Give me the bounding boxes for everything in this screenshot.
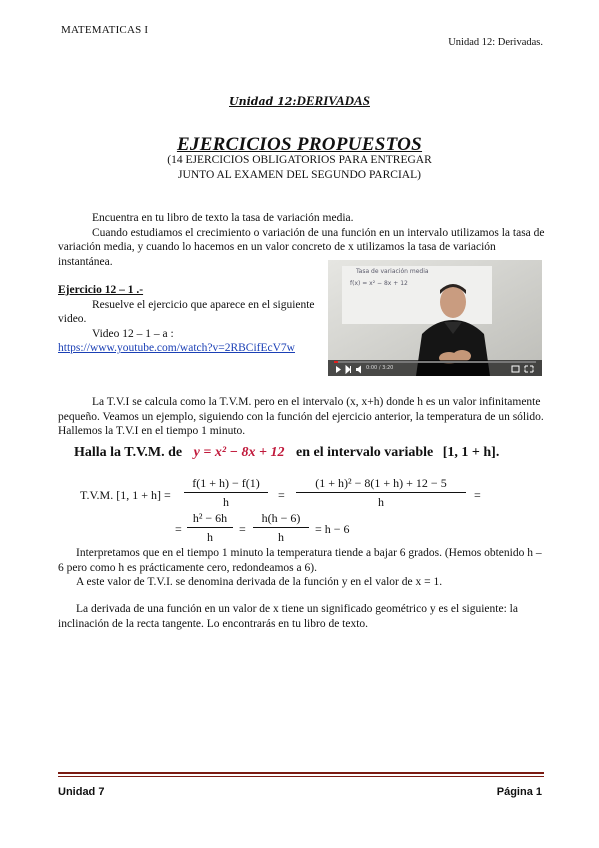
- fraction-3-numerator: h² − 6h: [187, 511, 233, 528]
- closing-paragraph: La derivada de una función en un valor de x tiene un significado geométrico y es el siguiente: la inclinación de la recta tangente. Lo encontrarás en tu libro de texto.: [58, 603, 518, 630]
- fraction-1-numerator: f(1 + h) − f(1): [184, 476, 268, 493]
- fraction-4-denominator: h: [278, 530, 284, 544]
- footer-page-number: Página 1: [496, 786, 542, 798]
- exercise-text: Resuelve el ejercicio que aparece en el siguiente video.: [58, 298, 315, 326]
- fraction-4: [253, 511, 309, 545]
- tvi-paragraph: La T.V.I se calcula como la T.V.M. pero en el intervalo (x, x+h) donde h es un valor infinitamente pequeño. Veamos un ejemplo, siguiendo con la función del ejercicio anterior, la temperatura de un sólido. Hallemos la T.V.I en el tiempo 1 minuto.: [58, 396, 544, 438]
- fraction-3-denominator: h: [207, 530, 213, 544]
- exercise-block: [58, 283, 322, 356]
- formula-heading-b: en el intervalo variable: [295, 445, 434, 460]
- subtitle-line-1: (14 EJERCICIOS OBLIGATORIOS PARA ENTREGAR: [167, 154, 432, 166]
- formula-heading-func: y = x² − 8x + 12: [193, 445, 285, 460]
- fraction-3: [187, 511, 233, 545]
- presenter-head: [440, 286, 466, 318]
- exercise-title: Ejercicio 12 – 1 .-: [58, 284, 144, 296]
- header-unit: Unidad 12: Derivadas.: [448, 37, 543, 48]
- video-link[interactable]: https://www.youtube.com/watch?v=2RBCifEcV7w: [58, 342, 295, 355]
- interpret-paragraph-1: Interpretamos que en el tiempo 1 minuto la temperatura tiende a bajar 6 grados. (Hemos obtenido h – 6 pero como h es prácticamente cero, redondeamos a 6).: [58, 547, 542, 574]
- video-frame-graphic: [328, 260, 542, 376]
- unit-title-main: DERIVADAS: [296, 93, 370, 108]
- fraction-2: [296, 476, 466, 510]
- board-title: Tasa de variación media: [356, 268, 429, 275]
- footer-unit: Unidad 7: [58, 786, 105, 798]
- video-time: 0:00 / 3:20: [366, 365, 394, 371]
- formula-heading: [74, 445, 499, 461]
- tvi-section: [58, 395, 546, 439]
- formula-row2-result: = h − 6: [315, 522, 350, 536]
- formula-tail: =: [474, 488, 481, 502]
- fraction-1: [184, 476, 268, 510]
- intro-paragraph-1: Encuentra en tu libro de texto la tasa de variación media.: [92, 212, 354, 224]
- interpret-section: [58, 546, 546, 590]
- header-subject: MATEMATICAS I: [61, 24, 149, 36]
- interpret-paragraph-2: A este valor de T.V.I. se denomina derivada de la función y en el valor de x = 1.: [76, 576, 443, 589]
- footer-rule-thin: [58, 776, 544, 777]
- subtitle-line-2: JUNTO AL EXAMEN DEL SEGUNDO PARCIAL): [178, 169, 421, 181]
- video-thumbnail[interactable]: [328, 260, 542, 376]
- formula-row2-eq2: =: [239, 522, 246, 536]
- fraction-2-denominator: h: [378, 495, 384, 509]
- board-formula: f(x) = x² − 8x + 12: [350, 280, 408, 287]
- footer-rule: [58, 772, 544, 774]
- video-label: Video 12 – 1 – a :: [92, 327, 174, 340]
- unit-title-prefix: Unidad 12:: [229, 95, 297, 108]
- formula-row-2: [175, 511, 375, 547]
- fraction-4-numerator: h(h − 6): [253, 511, 309, 528]
- page-title: EJERCICIOS PROPUESTOS: [176, 134, 423, 155]
- formula-row-1: [80, 476, 490, 516]
- intro-paragraph-2: Cuando estudiamos el crecimiento o variación de una función en un intervalo utilizamos la tasa de variación media, y cuando lo hacemos en un valor concreto de x utilizamos la tasa de variación instantánea.: [58, 226, 545, 268]
- formula-row2-eq1: =: [175, 522, 182, 536]
- fraction-1-denominator: h: [223, 495, 229, 509]
- formula-heading-interval: [1, 1 + h].: [442, 445, 500, 460]
- formula-eq-1: =: [278, 488, 285, 502]
- formula-lhs: T.V.M. [1, 1 + h] =: [80, 488, 171, 502]
- fraction-2-numerator: (1 + h)² − 8(1 + h) + 12 − 5: [296, 476, 466, 493]
- formula-heading-a: Halla la T.V.M. de: [74, 445, 183, 460]
- unit-title: [0, 93, 599, 109]
- closing-section: [58, 602, 546, 631]
